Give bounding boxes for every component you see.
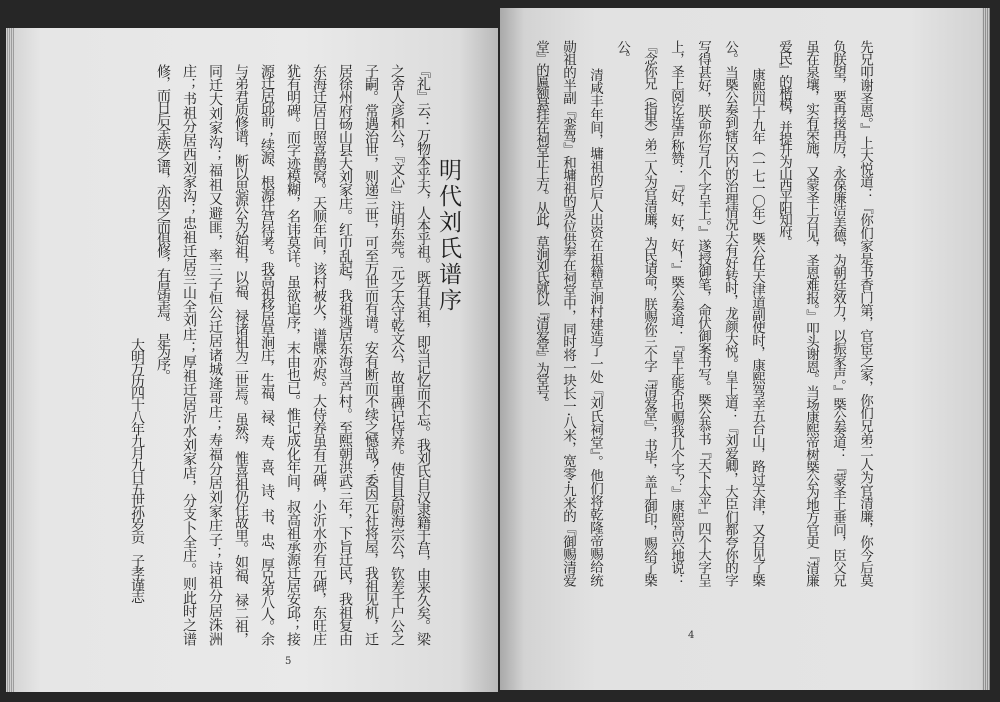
text-column: 修，而日后全族之谱，亦因之而俱修，有厚望焉。 是为序。 bbox=[155, 64, 171, 381]
text-column: 与弟君质修谱，断以思源公为始祖，以福、禄诸祖为二世焉。虽然，惟喜祖仍住故里。如福、禄二祖， bbox=[233, 64, 249, 644]
text-column: 『礼』云：万物本乎天，人本乎祖。既有其祖，即当记忆而不忘。我刘氏自汉隶籍于莒，由来久矣。梁 bbox=[415, 64, 431, 644]
text-column: 康熙四十九年（一七一〇年）槩公任天津道副使时，康熙驾幸五台山，路过天津，又召见了槩 bbox=[749, 68, 765, 585]
text-column: 负朕望，要再接再厉，永葆廉洁美德，为朝廷效力，以振家声。』槩公奏道：『蒙圣上垂问，臣父兄 bbox=[830, 40, 846, 585]
page-edge bbox=[982, 8, 990, 690]
text-column: 堂』的匾额悬挂在祠堂正上方。从此，草涧刘氏就以『清爱堂』为堂号。 bbox=[533, 40, 549, 408]
text-column: 写得甚好，朕命你写几个字呈上。』遂授御笔，命伏御案书写。槩公恭书『天下太平』四个大字呈 bbox=[695, 40, 711, 585]
text-column: 公。 bbox=[614, 40, 630, 63]
text-column: 子嗣。常遇治世，则递三世，可至万世而有谱。安有断而不续之憾哉？委因元社将屋，我祖见机，迁 bbox=[363, 64, 379, 644]
signature-column: 大明万历四十八年九月九日五世孙岁贡 子孝谨志 bbox=[129, 338, 145, 602]
text-column: 犹有明碑。而字迹模糊，名讳莫详。虽欲追序，末由也已。惟记成化年间，叔高祖承源迁居安邱；接 bbox=[285, 64, 301, 644]
text-column: 『念你兄（指果）弟二人为官清廉，为民请命，朕赐你三个字『清爱堂』，书毕，盖上御印，赐给了槩 bbox=[641, 40, 657, 585]
text-column: 东海迁居日照喜鹊窝。天顺年间，该村被火，谱牒亦烬。大侍养虽有元碑，小沂水亦有元碑，东旺庄 bbox=[311, 64, 327, 644]
text-column: 之舍人彦和公，『文心』注明东莞。元之太守乾文公，故里碑记侍养。使自县尉海宗公，钦差千户公之 bbox=[389, 64, 405, 644]
text-column: 上，圣上阅讫连声称赞：『好，好，好！』槩公奏道：『皇上能否也赐我几个字？』康熙高兴地说： bbox=[668, 40, 684, 585]
page-title: 明代刘氏谱序 bbox=[435, 158, 461, 314]
text-column: 先兄叩谢圣恩。』上大悦道：『你们家是书香门第，官宦之家，你们兄弟二人为官清廉，你今后莫 bbox=[857, 40, 873, 585]
text-column: 公。当槩公奏到辖区内的治理情况大有好转时，龙颜大悦。皇上道：『刘爱卿，大臣们都夸你的字 bbox=[722, 40, 738, 585]
page-edge bbox=[6, 28, 14, 692]
text-column: 爱民』的楷模，并提升为山西平阳知府。 bbox=[776, 40, 792, 247]
text-column: 源迁居邱前；续源、根源迁莒待考。我高祖移居草涧庄，生福、禄、寿、喜、诗、书、忠、厚兄弟八人。余 bbox=[259, 64, 275, 644]
text-column: 庄；书祖分居西刘家沟；忠祖迁居兰山全刘庄；厚祖迁居沂水刘家店，分支卜全庄。则此时之谱 bbox=[181, 64, 197, 644]
text-column: 清咸丰年间，墉祖的后人出资在祖籍草涧村建造了一处『刘氏祠堂』。他们将乾隆帝赐给统 bbox=[587, 68, 603, 585]
text-column: 居徐州府砀山县大刘家庄。红巾乱起，我祖逃居东海当芦村。至熙朝洪武三年，下旨迁民，我祖复由 bbox=[337, 64, 353, 644]
text-column: 虽在泉壤，实有荣施，又蒙圣上召见，圣恩难报。』叩头谢恩。当场康熙帝树槩公为地方官吏『清廉 bbox=[803, 40, 819, 585]
text-column: 勋祖的半副『銮驾』和墉祖的灵位供奉在祠堂中，同时将一块长一·八米，宽零·九米的『御赐清爱 bbox=[560, 40, 576, 585]
text-column: 同迁大刘家沟；福祖又避匪，率三子恒公迁居诸城逄哥庄；寿福分居刘家庄子；诗祖分居洙洲 bbox=[207, 64, 223, 644]
page-number: 5 bbox=[285, 656, 292, 667]
page-number: 4 bbox=[688, 630, 695, 641]
